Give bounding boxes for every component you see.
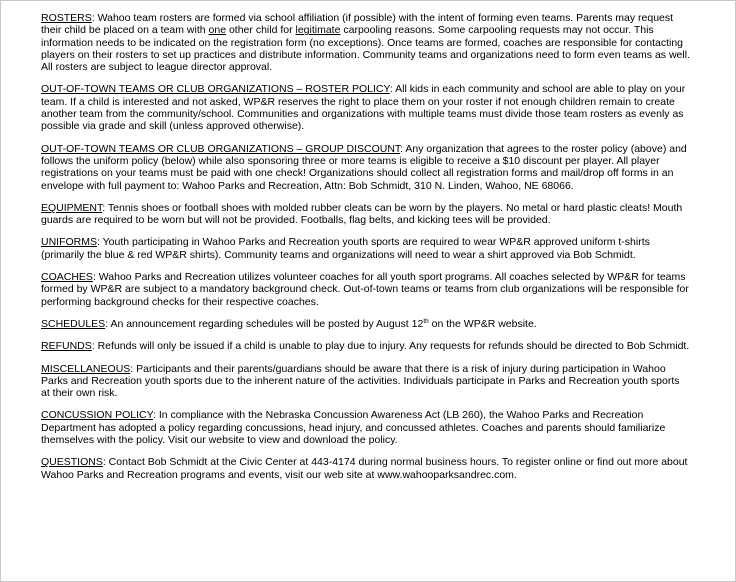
section-heading-refunds: REFUNDS bbox=[41, 340, 92, 353]
section-heading-coaches: COACHES bbox=[41, 271, 93, 284]
ordinal-superscript: th bbox=[423, 317, 429, 325]
underlined-word-legitimate: legitimate bbox=[295, 24, 341, 37]
section-questions bbox=[41, 456, 691, 481]
section-text: : Participants and their parents/guardians should be aware that there is a risk of injury during participation in Wahoo Parks and Recreation youth sports due to the inherent nature of the activities. Individuals participate in Parks and Recreation youth sports at their own risk. bbox=[41, 362, 680, 400]
section-concussion-policy bbox=[41, 409, 691, 446]
section-group-discount bbox=[41, 143, 691, 192]
section-text: : Refunds will only be issued if a child is unable to play due to injury. Any requests for refunds should be directed to Bob Schmidt. bbox=[91, 340, 690, 353]
section-text: carpooling reasons. Some carpooling requests may not occur. This information needs to be indicated on the registration form (no exceptions). Once teams are formed, coaches are responsible for contacting players on their rosters to set up practices and distribute information. Community teams and organizations need to form even teams as well. All rosters are subject to league director approval. bbox=[41, 24, 690, 74]
section-heading-equipment: EQUIPMENT bbox=[41, 201, 103, 214]
section-heading-schedules: SCHEDULES bbox=[41, 317, 106, 330]
section-heading-uniforms: UNIFORMS bbox=[41, 236, 97, 249]
section-text: : An announcement regarding schedules will be posted by August 12 bbox=[105, 317, 424, 330]
section-schedules bbox=[41, 318, 691, 330]
section-heading-group-discount: OUT-OF-TOWN TEAMS OR CLUB ORGANIZATIONS – GROUP DISCOUNT bbox=[41, 142, 401, 155]
section-heading-miscellaneous: MISCELLANEOUS bbox=[41, 362, 131, 375]
section-text: : Tennis shoes or football shoes with molded rubber cleats can be worn by the players. No metal or hard plastic cleats! Mouth guards are required to be worn but will not be provided. Footballs, flag belts, and kicking tees will be provided. bbox=[41, 201, 683, 227]
section-roster-policy bbox=[41, 83, 691, 132]
section-heading-rosters: ROSTERS bbox=[41, 12, 92, 24]
underlined-word-one: one bbox=[208, 24, 227, 37]
section-text: : Any organization that agrees to the roster policy (above) and follows the uniform policy (below) while also sponsoring three or more teams is eligible to receive a $10 discount per player. All player registrations on your teams must be paid with one check! Organizations should collect all registration forms and mail/drop off forms in an envelope with full payment to: Wahoo Parks and Recreation, Attn: Bob Schmidt, 310 N. Linden, Wahoo, NE 68066. bbox=[41, 142, 687, 192]
section-coaches bbox=[41, 271, 691, 308]
section-heading-roster-policy: OUT-OF-TOWN TEAMS OR CLUB ORGANIZATIONS – ROSTER POLICY bbox=[41, 83, 390, 96]
section-text: : In compliance with the Nebraska Concussion Awareness Act (LB 260), the Wahoo Parks and Recreation Department has adopted a policy regarding concussions, head injury, and concussed athletes. Coaches and parents should familiarize themselves with the policy. Visit our website to view and download the policy. bbox=[41, 409, 666, 447]
section-text: : All kids in each community and school are able to play on your team. If a child is interested and not asked, WP&R reserves the right to place them on your roster if not enough children remain to create another team from the community/school. Communities and organizations with multiple teams must divide those team rosters as evenly as possible via grade and skill (unless approved otherwise). bbox=[41, 83, 686, 133]
section-uniforms bbox=[41, 236, 691, 261]
section-text: : Youth participating in Wahoo Parks and Recreation youth sports are required to wear WP&R approved uniform t-shirts (primarily the blue & red WP&R shirts). Community teams and organizations will need to wear a shirt approved via Bob Schmidt. bbox=[41, 236, 650, 261]
section-miscellaneous bbox=[41, 363, 691, 400]
section-text: : Wahoo team rosters are formed via school affiliation (if possible) with the intent of forming even teams. Parents may request their child be placed on a team with bbox=[41, 12, 674, 37]
section-text: other child for bbox=[226, 24, 296, 37]
section-refunds bbox=[41, 340, 691, 352]
section-text: : Wahoo Parks and Recreation utilizes volunteer coaches for all youth sport programs. All coaches selected by WP&R for teams formed by WP&R are subject to a mandatory background check. Out-of-town teams or teams from club organizations will be responsible for performing background checks for their respective coaches. bbox=[41, 271, 689, 308]
policy-document bbox=[41, 12, 691, 491]
section-rosters bbox=[41, 12, 691, 73]
section-text: on the WP&R website. bbox=[428, 317, 537, 330]
section-equipment bbox=[41, 202, 691, 227]
section-text: : Contact Bob Schmidt at the Civic Center at 443-4174 during normal business hours. To register online or find out more about Wahoo Parks and Recreation programs and events, visit our web site at www.wahooparksandrec.com. bbox=[41, 456, 688, 481]
section-heading-concussion-policy: CONCUSSION POLICY bbox=[41, 409, 154, 422]
section-heading-questions: QUESTIONS bbox=[41, 456, 103, 469]
